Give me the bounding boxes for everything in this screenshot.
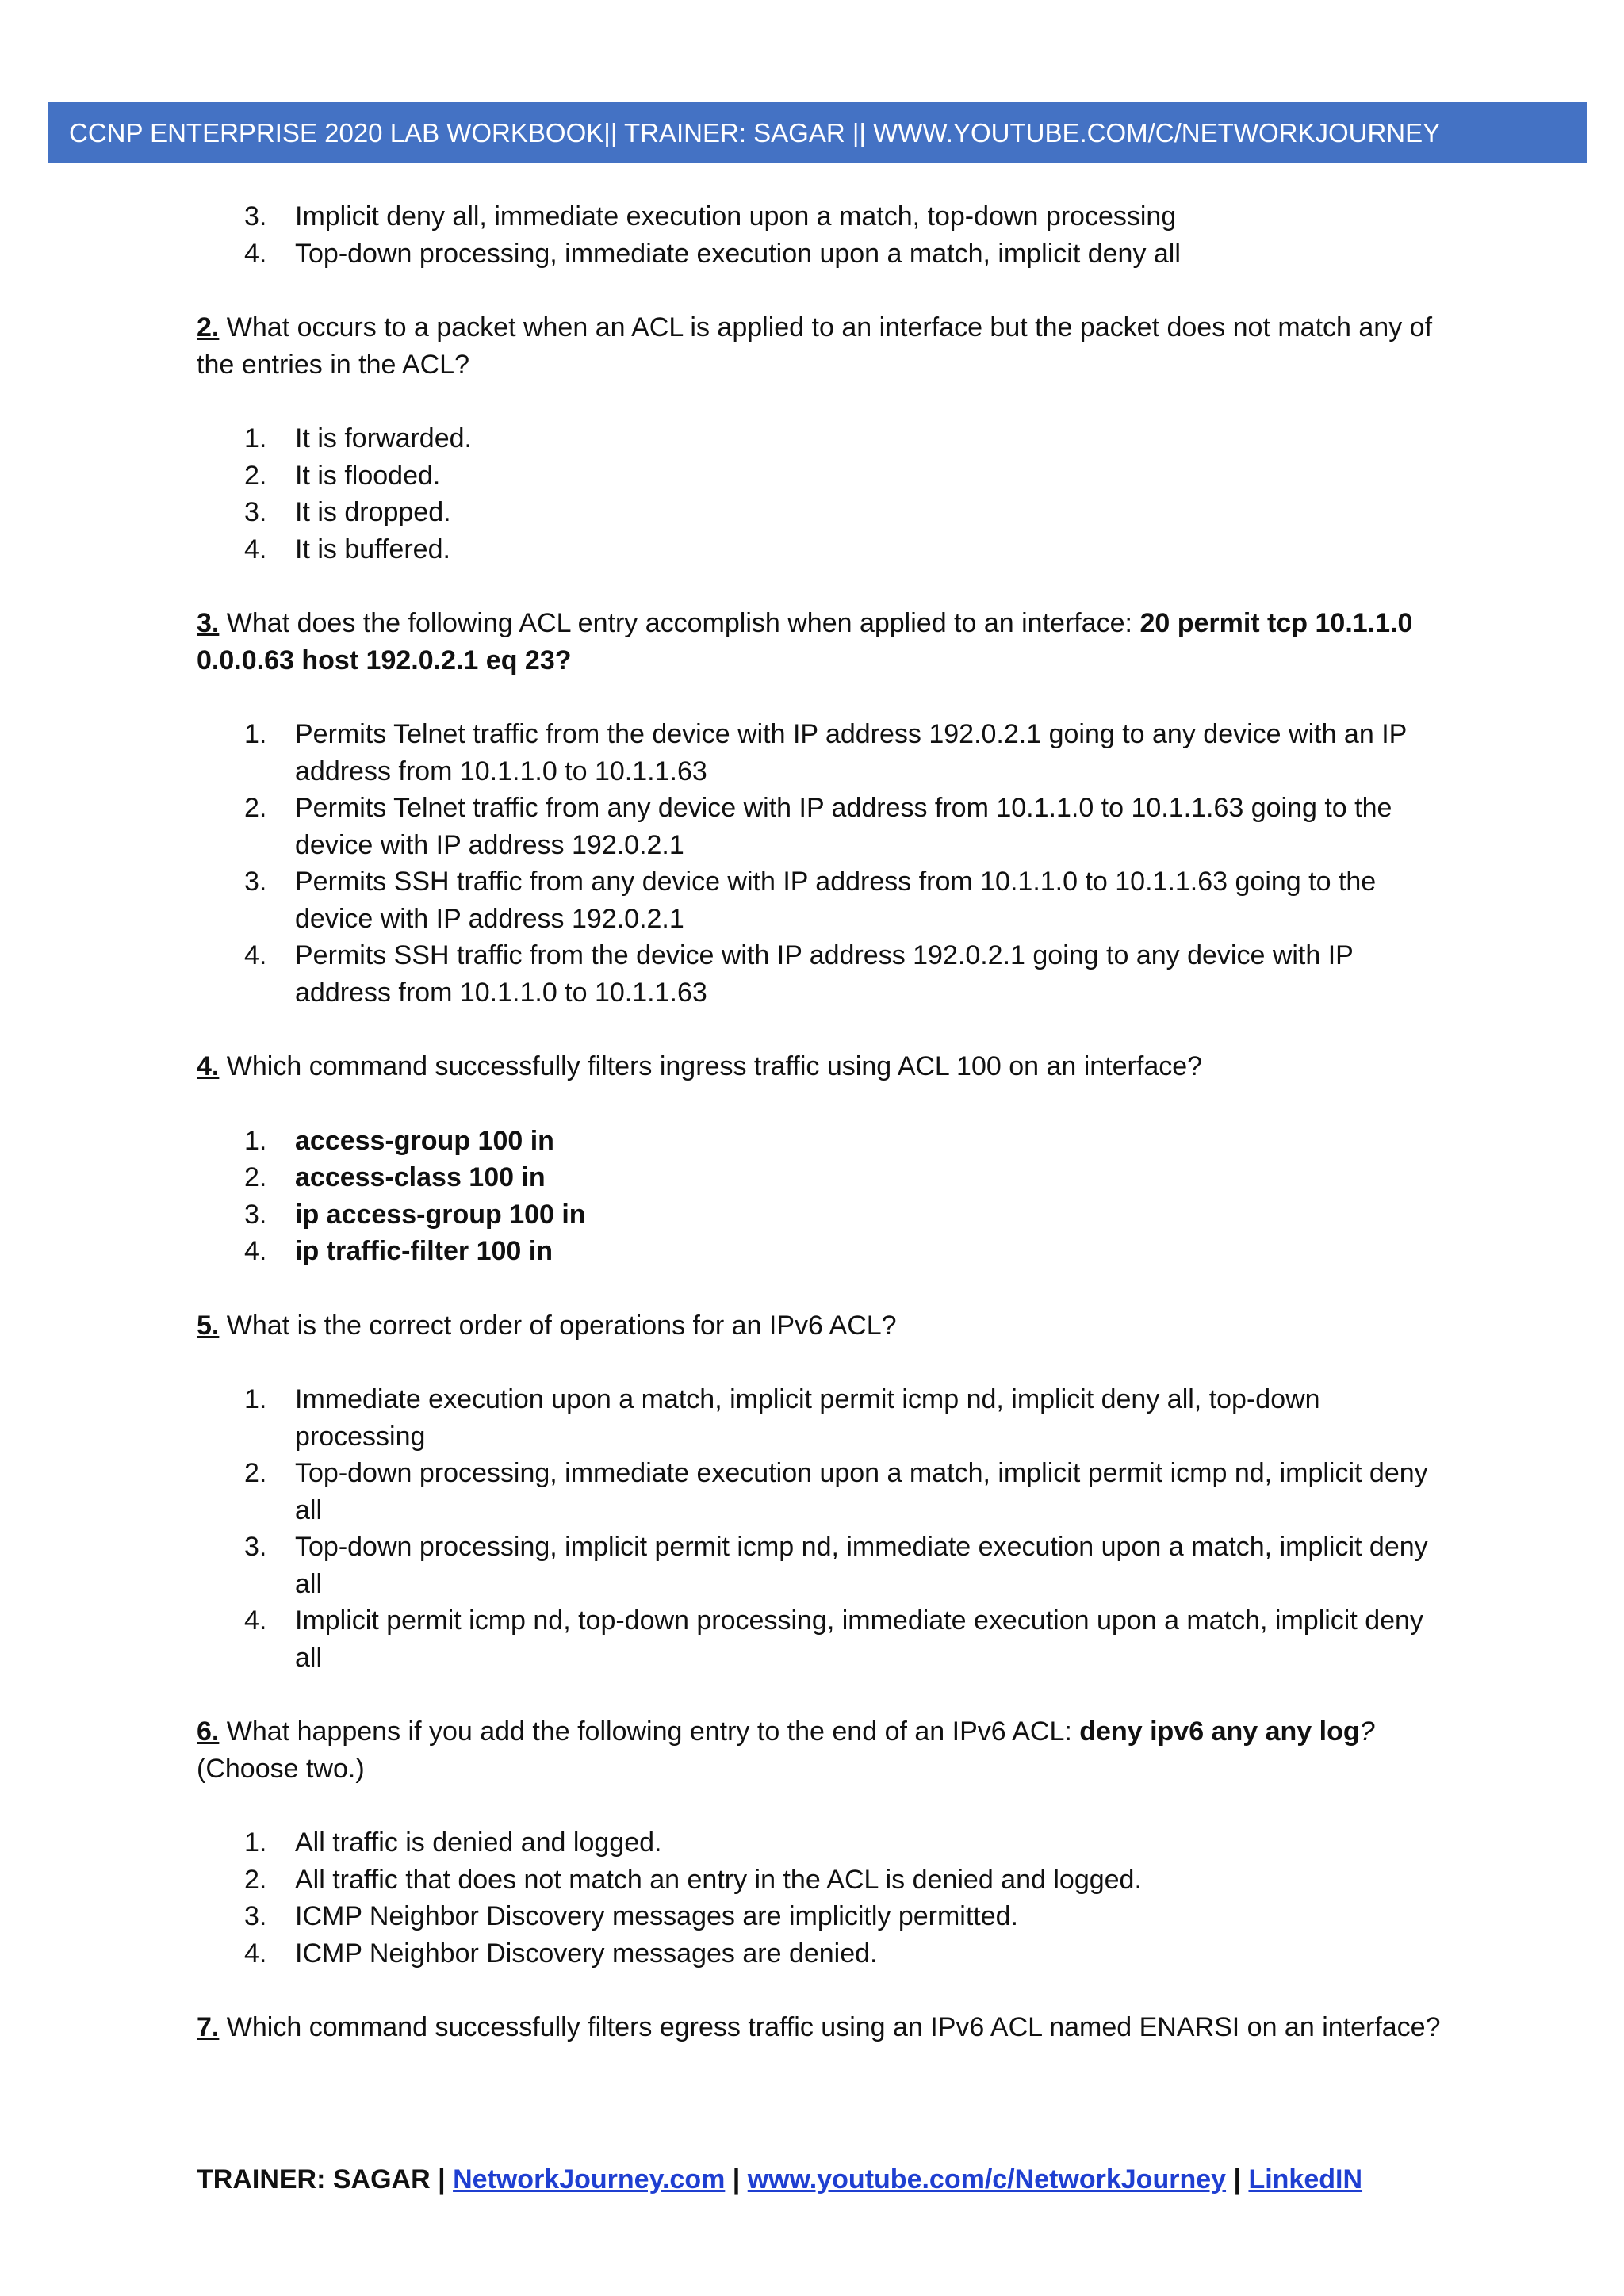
list-item: 3. ip access-group 100 in bbox=[244, 1199, 586, 1230]
footer-link-linkedin[interactable]: LinkedIN bbox=[1248, 2164, 1363, 2195]
question-number: 3. bbox=[197, 608, 220, 638]
question-number: 7. bbox=[197, 2012, 220, 2042]
page-content bbox=[197, 198, 1442, 2046]
list-item: 1. All traffic is denied and logged. bbox=[244, 1827, 662, 1858]
question-6-options bbox=[197, 1824, 1442, 1972]
list-item: 2. It is flooded. bbox=[244, 460, 441, 491]
list-item: 3. Implicit deny all, immediate execution upon a match, top-down processing bbox=[244, 201, 1177, 232]
list-item: 1. access-group 100 in bbox=[244, 1125, 554, 1156]
page-header-bar bbox=[48, 102, 1587, 163]
question-number: 2. bbox=[197, 312, 220, 342]
question-2-options bbox=[197, 420, 1442, 568]
question-5-options bbox=[197, 1381, 1442, 1676]
footer-trainer: TRAINER: SAGAR bbox=[197, 2164, 431, 2195]
header-title: CCNP ENTERPRISE 2020 LAB WORKBOOK|| TRAINER: SAGAR || WWW.YOUTUBE.COM/C/NETWORKJOURNEY bbox=[69, 118, 1441, 147]
list-item: 4. Permits SSH traffic from the device with IP address 192.0.2.1 going to any device with IP address from 10.1.1.0 to 10.1.1.63 bbox=[244, 940, 1354, 1008]
list-item: 3. It is dropped. bbox=[244, 497, 451, 527]
question-number: 6. bbox=[197, 1716, 220, 1747]
question-4-options bbox=[197, 1123, 1442, 1270]
footer-link-networkjourney[interactable]: NetworkJourney.com bbox=[453, 2164, 726, 2195]
list-item: 4. ICMP Neighbor Discovery messages are denied. bbox=[244, 1938, 878, 1969]
question-3: 3. What does the following ACL entry accomplish when applied to an interface: 20 permit tcp 10.1.1.0 0.0.0.63 host 192.0.2.1 eq 23? bbox=[197, 608, 1413, 675]
question-4: 4. Which command successfully filters ingress traffic using ACL 100 on an interface? bbox=[197, 1051, 1203, 1081]
question-number: 4. bbox=[197, 1051, 220, 1081]
list-item: 2. Permits Telnet traffic from any device with IP address from 10.1.1.0 to 10.1.1.63 going to the device with IP address 192.0.2.1 bbox=[244, 793, 1392, 860]
list-item: 3. Permits SSH traffic from any device with IP address from 10.1.1.0 to 10.1.1.63 going to the device with IP address 192.0.2.1 bbox=[244, 867, 1377, 934]
list-item: 2. Top-down processing, immediate execution upon a match, implicit permit icmp nd, implicit deny all bbox=[244, 1458, 1428, 1525]
list-item: 2. access-class 100 in bbox=[244, 1162, 546, 1192]
list-item: 3. ICMP Neighbor Discovery messages are implicitly permitted. bbox=[244, 1901, 1019, 1931]
question-6: 6. What happens if you add the following entry to the end of an IPv6 ACL: deny ipv6 any any log? (Choose two.) bbox=[197, 1716, 1375, 1784]
question-7: 7. Which command successfully filters egress traffic using an IPv6 ACL named ENARSI on an interface? bbox=[197, 2012, 1441, 2042]
list-item: 1. Immediate execution upon a match, implicit permit icmp nd, implicit deny all, top-down processing bbox=[244, 1384, 1320, 1452]
question-2: 2. What occurs to a packet when an ACL is applied to an interface but the packet does not match any of the entries in the ACL? bbox=[197, 312, 1433, 380]
list-item: 2. All traffic that does not match an entry in the ACL is denied and logged. bbox=[244, 1864, 1142, 1895]
list-item: 4. ip traffic-filter 100 in bbox=[244, 1236, 553, 1266]
footer-link-youtube[interactable]: www.youtube.com/c/NetworkJourney bbox=[747, 2164, 1227, 2195]
list-item: 4. Implicit permit icmp nd, top-down processing, immediate execution upon a match, implicit deny all bbox=[244, 1605, 1423, 1673]
list-item: 4. It is buffered. bbox=[244, 534, 450, 564]
page-footer: TRAINER: SAGAR | NetworkJourney.com | www.youtube.com/c/NetworkJourney | LinkedIN bbox=[197, 2164, 1363, 2195]
list-item: 1. It is forwarded. bbox=[244, 423, 472, 453]
list-item: 4. Top-down processing, immediate execution upon a match, implicit deny all bbox=[244, 238, 1181, 269]
question-number: 5. bbox=[197, 1310, 220, 1341]
question-5: 5. What is the correct order of operations for an IPv6 ACL? bbox=[197, 1310, 897, 1341]
question-3-options bbox=[197, 716, 1442, 1011]
list-item: 1. Permits Telnet traffic from the device with IP address 192.0.2.1 going to any device with an IP address from 10.1.1.0 to 10.1.1.63 bbox=[244, 719, 1407, 786]
carryover-options-list bbox=[197, 198, 1442, 272]
list-item: 3. Top-down processing, implicit permit icmp nd, immediate execution upon a match, implicit deny all bbox=[244, 1532, 1428, 1599]
